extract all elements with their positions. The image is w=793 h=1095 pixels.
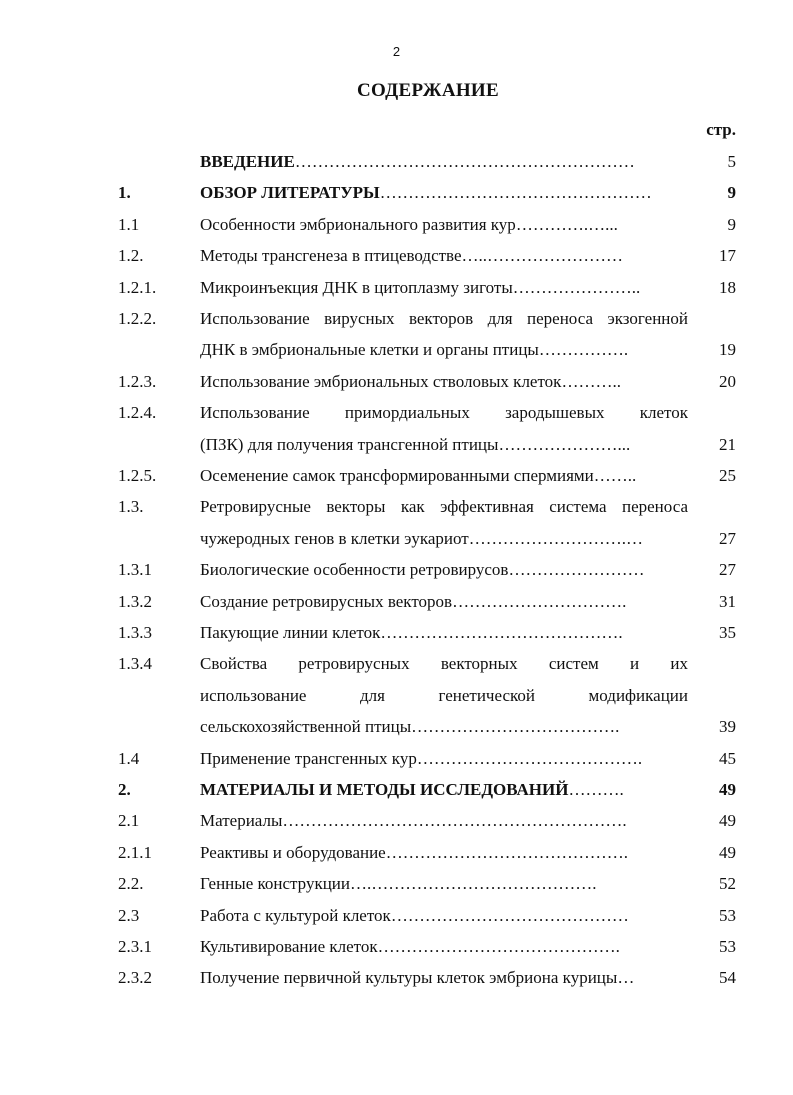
toc-entry-title: ВВЕДЕНИЕ……………………………………………………	[200, 152, 635, 171]
toc-entry-line	[0, 367, 793, 397]
page-number: 2	[392, 44, 401, 59]
toc-entry-line	[0, 430, 793, 460]
toc-entry-leader: ……..	[593, 466, 637, 485]
toc-entry-page: 21	[719, 434, 736, 454]
toc-entry-leader: …………………………………………………….	[282, 811, 627, 831]
toc-entry-title: Осеменение самок трансформированными спермиями……..	[200, 466, 637, 485]
toc-entry-page: 49	[719, 811, 736, 831]
toc-entry-line	[0, 963, 793, 993]
toc-entry-title: Материалы…………………………………………………….	[200, 811, 627, 831]
toc-entry-number: 1.2.3.	[118, 371, 157, 391]
toc-entry-leader: ………………………………….	[416, 748, 643, 768]
toc-entry-title: МАТЕРИАЛЫ И МЕТОДЫ ИССЛЕДОВАНИЙ……….	[200, 780, 624, 799]
toc-entry-line	[0, 806, 793, 836]
toc-entry-leader: …………………..	[512, 277, 641, 297]
toc-entry-number: 2.1.1	[118, 842, 152, 862]
toc-entry-page: 5	[727, 152, 736, 171]
toc-entry-leader: ……………………………………………………	[294, 152, 635, 171]
toc-entry-number: 1.1	[118, 214, 140, 234]
toc-entry-number: 2.2.	[118, 874, 144, 894]
toc-entry-page: 17	[719, 246, 736, 266]
toc-entry-page: 18	[719, 277, 736, 297]
toc-entry-leader: …………………………………….	[380, 623, 623, 642]
toc-entry-title: Особенности эмбрионального развития кур………….…...	[200, 214, 618, 234]
toc-entry-leader: …………….	[538, 340, 629, 360]
toc-entry-page: 49	[719, 780, 736, 799]
toc-entry-leader: ……….	[568, 780, 624, 799]
toc-entry-line	[0, 398, 793, 428]
toc-entry-leader: ……………………	[508, 560, 645, 580]
toc-entry-line	[0, 587, 793, 617]
toc-entry-title: чужеродных генов в клетки эукариот……………………….…	[200, 528, 643, 548]
toc-entry-number: 1.3.1	[118, 560, 152, 580]
toc-entry-page: 49	[719, 842, 736, 862]
pages-column-label: стр.	[706, 120, 736, 139]
toc-entry-line	[0, 932, 793, 962]
toc-entry-leader: ……………………………….	[411, 717, 620, 737]
toc-entry-line	[0, 524, 793, 554]
toc-entry-line	[0, 273, 793, 303]
toc-entry-title: Применение трансгенных кур………………………………….	[200, 748, 643, 768]
toc-entry-title: Методы трансгенеза в птицеводстве…..……………………	[200, 246, 624, 266]
toc-entry-title: Создание ретровирусных векторов………………………….	[200, 591, 627, 611]
toc-entry-page: 52	[719, 874, 736, 894]
toc-entry-page: 53	[719, 905, 736, 925]
toc-entry-page: 25	[719, 466, 736, 485]
toc-entry-leader: …..……………………	[461, 246, 624, 266]
toc-entry-title: Работа с культурой клеток……………………………………	[200, 905, 629, 925]
toc-entry-leader: ….………………………………….	[350, 874, 597, 894]
toc-entry-line	[0, 178, 793, 208]
toc-entry-title: Культивирование клеток…………………………………….	[200, 937, 620, 956]
toc-entry-title: Микроинъекция ДНК в цитоплазму зиготы…………………..	[200, 277, 641, 297]
toc-entry-title: использование для генетической модификации	[200, 685, 688, 705]
toc-entry-page: 27	[719, 560, 736, 580]
toc-entry-title: Свойства ретровирусных векторных систем и их	[200, 654, 688, 674]
toc-entry-title: Использование эмбриональных стволовых клеток………..	[200, 371, 621, 391]
toc-entry-leader: …………………...	[498, 434, 631, 454]
toc-entry-number: 2.3.2	[118, 968, 152, 988]
toc-entry-leader: ……………………………………	[390, 905, 629, 925]
toc-entry-page: 54	[719, 968, 736, 988]
toc-entry-title: ОБЗОР ЛИТЕРАТУРЫ…………………………………………	[200, 183, 652, 203]
toc-entry-number: 1.2.1.	[118, 277, 157, 297]
toc-entry-line	[0, 869, 793, 899]
toc-entry-line	[0, 241, 793, 271]
toc-entry-number: 1.2.2.	[118, 309, 157, 328]
toc-entry-page: 27	[719, 528, 736, 548]
toc-entry-title: Ретровирусные векторы как эффективная система переноса	[200, 497, 688, 517]
toc-entry-title: Получение первичной культуры клеток эмбриона курицы…	[200, 968, 635, 988]
toc-entry-title: Генные конструкции….………………………………….	[200, 874, 597, 894]
toc-entry-line	[0, 492, 793, 522]
toc-entry-page: 9	[727, 183, 736, 203]
toc-entry-number: 2.	[118, 780, 131, 799]
toc-entry-leader: ………….…...	[515, 214, 618, 234]
toc-entry-line	[0, 649, 793, 679]
toc-entry-line	[0, 775, 793, 805]
toc-entry-line	[0, 681, 793, 711]
toc-entry-number: 1.	[118, 183, 131, 203]
toc-entry-number: 1.4	[118, 748, 140, 768]
toc-entry-number: 1.3.3	[118, 623, 152, 642]
toc-entry-leader: …………………………………….	[377, 937, 620, 956]
toc-entry-leader: …	[617, 968, 635, 988]
toc-entry-number: 1.2.	[118, 246, 144, 266]
toc-entry-leader: ………………………….	[452, 591, 627, 611]
toc-entry-number: 2.3	[118, 905, 140, 925]
toc-entry-number: 1.3.4	[118, 654, 152, 674]
toc-entry-page: 39	[719, 717, 736, 737]
toc-entry-leader: …………………………………………	[379, 183, 652, 203]
toc-entry-leader: ……………………….…	[468, 528, 643, 548]
toc-entry-title: ДНК в эмбриональные клетки и органы птицы…………….	[200, 340, 629, 360]
toc-entry-line	[0, 304, 793, 334]
toc-entry-number: 2.1	[118, 811, 140, 831]
toc-entry-line	[0, 838, 793, 868]
toc-entry-line	[0, 901, 793, 931]
toc-entry-title: Биологические особенности ретровирусов……………………	[200, 560, 645, 580]
toc-entry-title: (ПЗК) для получения трансгенной птицы…………………...	[200, 434, 631, 454]
page-title: СОДЕРЖАНИЕ	[357, 80, 499, 101]
toc-entry-title: Пакующие линии клеток…………………………………….	[200, 623, 623, 642]
toc-entry-line	[0, 335, 793, 365]
toc-entry-page: 19	[719, 340, 736, 360]
toc-entry-page: 31	[719, 591, 736, 611]
toc-entry-line	[0, 147, 793, 177]
toc-entry-page: 53	[719, 937, 736, 956]
toc-entry-number: 1.3.2	[118, 591, 152, 611]
toc-entry-leader: ………..	[561, 371, 621, 391]
toc-entry-number: 1.3.	[118, 497, 144, 517]
toc-entry-number: 1.2.5.	[118, 466, 157, 485]
toc-entry-title: сельскохозяйственной птицы……………………………….	[200, 717, 620, 737]
toc-entry-line	[0, 712, 793, 742]
toc-entry-leader: …………………………………….	[385, 842, 628, 862]
toc-entry-line	[0, 618, 793, 648]
toc-entry-line	[0, 555, 793, 585]
toc-entry-title: Использование примордиальных зародышевых клеток	[200, 403, 688, 423]
toc-entry-number: 2.3.1	[118, 937, 152, 956]
toc-entry-number: 1.2.4.	[118, 403, 157, 423]
toc-entry-title: Реактивы и оборудование…………………………………….	[200, 842, 628, 862]
toc-entry-line	[0, 744, 793, 774]
toc-entry-title: Использование вирусных векторов для переноса экзогенной	[200, 309, 688, 328]
toc-entry-page: 35	[719, 623, 736, 642]
toc-entry-page: 45	[719, 748, 736, 768]
toc-entry-line	[0, 461, 793, 491]
toc-entry-line	[0, 210, 793, 240]
toc-entry-page: 20	[719, 371, 736, 391]
toc-entry-page: 9	[727, 214, 736, 234]
